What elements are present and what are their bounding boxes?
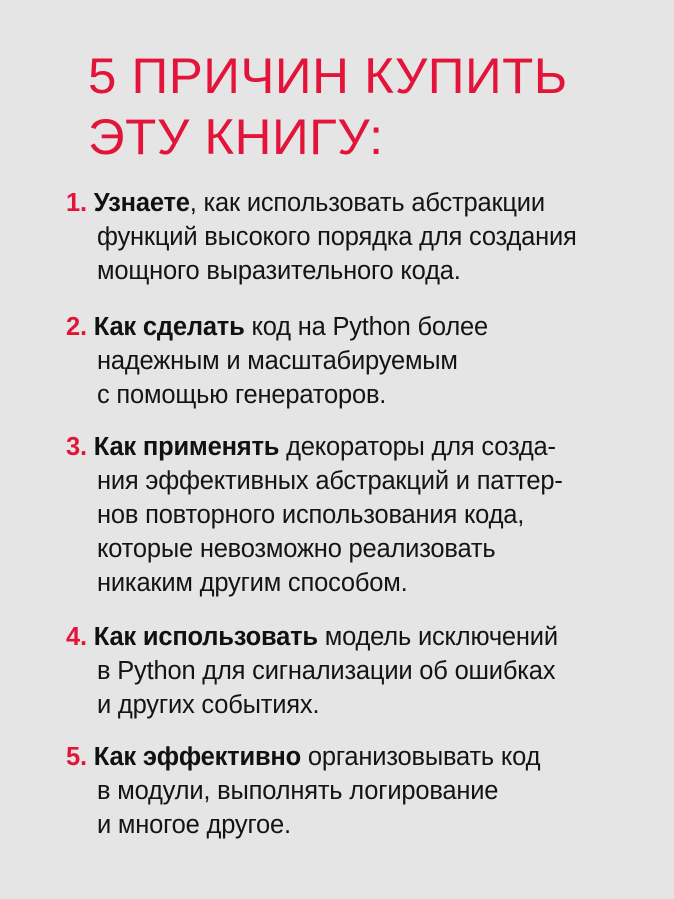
reason-3-line-5: никаким другим способом. (97, 569, 408, 597)
reason-2-line-2: надежным и масштабируемым (97, 347, 458, 375)
reason-1-number: 1. (66, 189, 87, 217)
reason-4-line-1 (66, 620, 646, 654)
reason-3-lead: Как применять (93, 433, 280, 461)
reason-4-number: 4. (66, 623, 87, 651)
reason-2-line-1 (66, 310, 646, 344)
reason-2-lead: Как сделать (93, 313, 245, 341)
reason-2-line-3: с помощью генераторов. (97, 381, 387, 409)
title-line-2: ЭТУ КНИГУ: (88, 109, 384, 165)
reason-3-number: 3. (66, 433, 87, 461)
reason-item-4 (66, 620, 646, 722)
reason-item-2 (66, 310, 646, 412)
reason-5-number: 5. (66, 743, 87, 771)
reason-2-text-1: код на Python более (244, 313, 488, 341)
reason-5-text-1: организовывать код (301, 743, 541, 771)
page-title (88, 46, 659, 168)
reason-1-line-2: функций высокого порядка для создания (97, 223, 577, 251)
reason-3-line-4: которые невозможно реализовать (97, 535, 496, 563)
reason-5-line-1 (66, 740, 646, 774)
reason-1-line-3: мощного выразительного кода. (97, 257, 461, 285)
reason-4-lead: Как использовать (93, 623, 318, 651)
reason-item-5 (66, 740, 646, 842)
reason-3-line-3: нов повторного использования кода, (97, 501, 525, 529)
reason-5-lead: Как эффективно (93, 743, 302, 771)
reason-2-number: 2. (66, 313, 87, 341)
reason-5-line-2: в модули, выполнять логирование (97, 777, 499, 805)
title-line-1: 5 ПРИЧИН КУПИТЬ (88, 48, 568, 104)
reason-1-text-1: , как использовать абстракции (189, 189, 545, 217)
reason-5-line-3: и многое другое. (97, 811, 291, 839)
reason-3-line-2: ния эффективных абстракций и паттер- (97, 467, 563, 495)
reason-4-text-1: модель исключений (317, 623, 558, 651)
reason-3-line-1 (66, 430, 646, 464)
reason-4-line-3: и других событиях. (97, 691, 320, 719)
reason-4-line-2: в Python для сигнализации об ошибках (97, 657, 556, 685)
reason-item-1 (66, 186, 646, 288)
reason-item-3 (66, 430, 646, 600)
reason-1-lead: Узнаете (93, 189, 190, 217)
reason-3-text-1: декораторы для созда- (279, 433, 556, 461)
reason-1-line-1 (66, 186, 646, 220)
